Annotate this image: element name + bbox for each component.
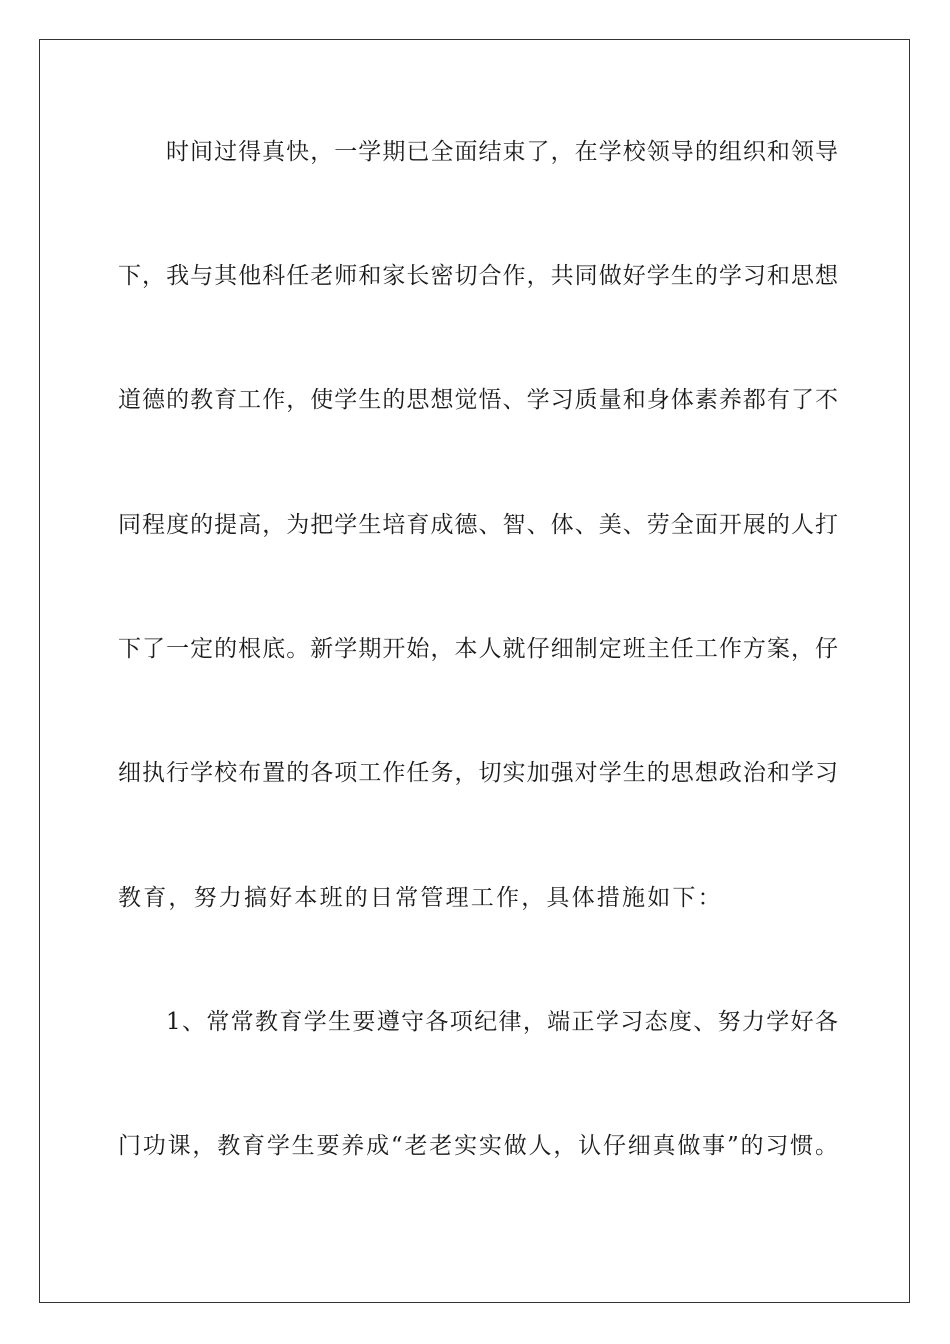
text-line: 1、常常教育学生要遵守各项纪律，端正学习态度、努力学好各 (166, 1009, 840, 1035)
text-line: 细执行学校布置的各项工作任务，切实加强对学生的思想政治和学习 (118, 760, 840, 786)
text-line: 下，我与其他科任老师和家长密切合作，共同做好学生的学习和思想 (118, 263, 840, 289)
text-line: 下了一定的根底。新学期开始，本人就仔细制定班主任工作方案，仔 (118, 636, 840, 662)
text-line: 教育，努力搞好本班的日常管理工作，具体措施如下： (118, 885, 723, 911)
page-border (39, 39, 910, 1303)
text-line: 同程度的提高，为把学生培育成德、智、体、美、劳全面开展的人打 (118, 512, 840, 538)
text-line: 道德的教育工作，使学生的思想觉悟、学习质量和身体素养都有了不 (118, 387, 840, 413)
text-line: 门功课，教育学生要养成“老老实实做人，认仔细真做事”的习惯。 (118, 1133, 840, 1159)
text-line: 时间过得真快，一学期已全面结束了，在学校领导的组织和领导 (166, 139, 840, 165)
